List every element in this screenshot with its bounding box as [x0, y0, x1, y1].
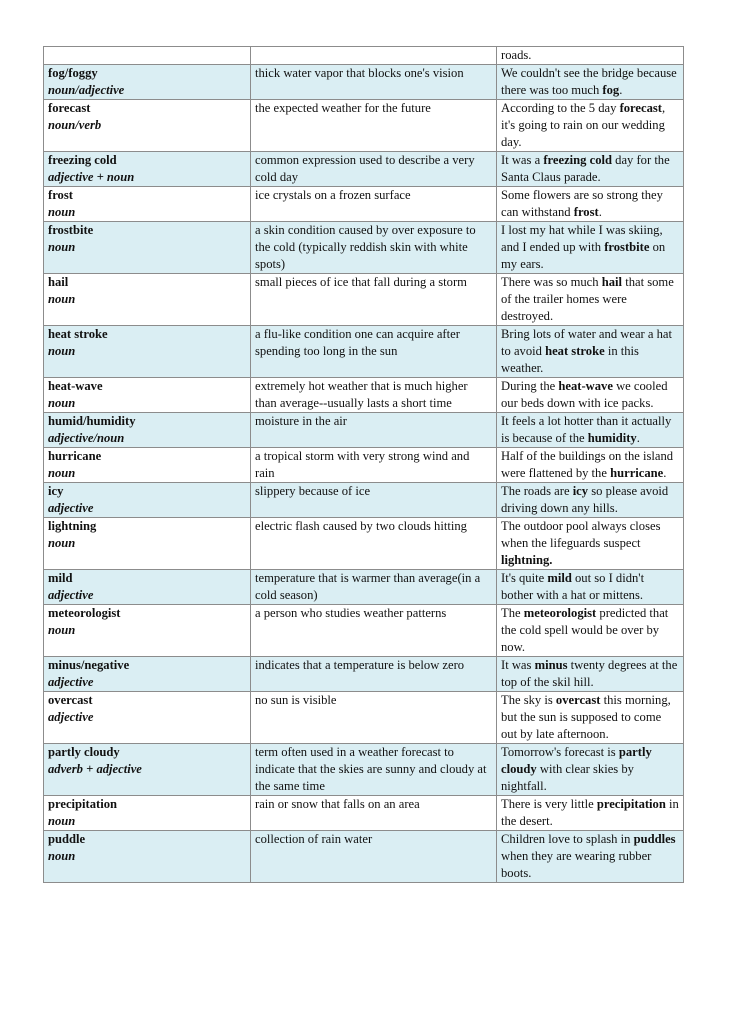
example-text: Children love to splash in	[501, 832, 634, 846]
example-keyword: heat stroke	[545, 344, 605, 358]
definition-cell: a skin condition caused by over exposure to the cold (typically reddish skin with white spots)	[251, 222, 497, 274]
term-text: partly cloudy	[48, 745, 120, 759]
example-text: .	[598, 205, 602, 219]
example-cell	[497, 378, 684, 413]
term-text: precipitation	[48, 797, 118, 811]
term-text: icy	[48, 484, 64, 498]
table-row	[44, 378, 684, 413]
term-text: heat stroke	[48, 327, 108, 341]
example-cell	[497, 483, 684, 518]
term-text: frost	[48, 188, 73, 202]
table-row	[44, 570, 684, 605]
definition-cell: a flu-like condition one can acquire after spending too long in the sun	[251, 326, 497, 378]
part-of-speech: adverb + adjective	[48, 762, 142, 776]
term-text: forecast	[48, 101, 91, 115]
example-text: we cooled our beds down with ice packs.	[501, 379, 668, 410]
example-cell	[497, 831, 684, 883]
example-keyword: lightning.	[501, 553, 553, 567]
part-of-speech: noun	[48, 849, 76, 863]
term-cell	[44, 47, 251, 65]
vocabulary-table-body	[44, 47, 684, 883]
table-row	[44, 831, 684, 883]
term-cell	[44, 483, 251, 518]
term-cell	[44, 65, 251, 100]
term-text: heat-wave	[48, 379, 103, 393]
example-text: on my ears.	[501, 240, 666, 271]
term-text: humid/humidity	[48, 414, 136, 428]
table-row	[44, 692, 684, 744]
part-of-speech: adjective	[48, 710, 94, 724]
term-cell	[44, 274, 251, 326]
example-cell	[497, 222, 684, 274]
example-text: when they are wearing rubber boots.	[501, 849, 652, 880]
term-text: hurricane	[48, 449, 102, 463]
example-keyword: heat-wave	[558, 379, 613, 393]
table-row	[44, 100, 684, 152]
example-keyword: partly cloudy	[501, 745, 652, 776]
table-row	[44, 274, 684, 326]
example-keyword: mild	[547, 571, 572, 585]
part-of-speech: noun	[48, 623, 76, 637]
example-cell	[497, 796, 684, 831]
term-cell	[44, 378, 251, 413]
example-keyword: hail	[601, 275, 623, 289]
example-text: Tomorrow's forecast is	[501, 745, 619, 759]
example-text: this morning, but the sun is supposed to come out by late afternoon.	[501, 693, 671, 741]
term-text: overcast	[48, 693, 93, 707]
example-text: It was a	[501, 153, 544, 167]
term-cell	[44, 152, 251, 187]
table-row	[44, 65, 684, 100]
table-row	[44, 657, 684, 692]
example-cell	[497, 657, 684, 692]
vocabulary-table	[43, 46, 684, 883]
term-text: fog/foggy	[48, 66, 98, 80]
table-row	[44, 796, 684, 831]
example-cell	[497, 152, 684, 187]
example-keyword: icy	[572, 484, 589, 498]
example-text: roads.	[501, 48, 532, 62]
term-cell	[44, 100, 251, 152]
example-text: in this weather.	[501, 344, 639, 375]
part-of-speech: noun/adjective	[48, 83, 125, 97]
example-text: with clear skies by nightfall.	[501, 762, 634, 793]
definition-cell: small pieces of ice that fall during a storm	[251, 274, 497, 326]
definition-cell: a tropical storm with very strong wind and rain	[251, 448, 497, 483]
part-of-speech: noun	[48, 466, 76, 480]
example-keyword: minus	[534, 658, 568, 672]
table-row	[44, 47, 684, 65]
term-cell	[44, 448, 251, 483]
example-text: day for the Santa Claus parade.	[501, 153, 670, 184]
example-text: It was	[501, 658, 535, 672]
definition-cell: no sun is visible	[251, 692, 497, 744]
example-text: .	[636, 431, 640, 445]
part-of-speech: adjective	[48, 675, 94, 689]
example-text: .	[663, 466, 667, 480]
example-text: During the	[501, 379, 559, 393]
example-cell	[497, 326, 684, 378]
example-keyword: meteorologist	[523, 606, 597, 620]
example-text: so please avoid driving down any hills.	[501, 484, 669, 515]
table-row	[44, 518, 684, 570]
example-text: The roads are	[501, 484, 573, 498]
definition-cell: rain or snow that falls on an area	[251, 796, 497, 831]
term-text: minus/negative	[48, 658, 130, 672]
part-of-speech: noun	[48, 292, 76, 306]
example-cell	[497, 100, 684, 152]
example-cell	[497, 274, 684, 326]
term-text: hail	[48, 275, 69, 289]
definition-cell: term often used in a weather forecast to indicate that the skies are sunny and cloudy at the same time	[251, 744, 497, 796]
example-cell	[497, 692, 684, 744]
definition-cell: collection of rain water	[251, 831, 497, 883]
example-cell	[497, 518, 684, 570]
example-keyword: hurricane	[610, 466, 664, 480]
example-keyword: forecast	[619, 101, 662, 115]
part-of-speech: noun	[48, 344, 76, 358]
term-text: puddle	[48, 832, 86, 846]
term-cell	[44, 326, 251, 378]
table-row	[44, 483, 684, 518]
term-text: meteorologist	[48, 606, 121, 620]
example-keyword: freezing cold	[543, 153, 612, 167]
definition-cell: ice crystals on a frozen surface	[251, 187, 497, 222]
definition-cell: thick water vapor that blocks one's vision	[251, 65, 497, 100]
example-text: .	[619, 83, 623, 97]
example-cell	[497, 744, 684, 796]
example-text: There is very little	[501, 797, 597, 811]
example-text: in the desert.	[501, 797, 679, 828]
term-cell	[44, 692, 251, 744]
term-text: freezing cold	[48, 153, 117, 167]
example-cell	[497, 413, 684, 448]
example-keyword: precipitation	[596, 797, 666, 811]
definition-cell: common expression used to describe a very cold day	[251, 152, 497, 187]
definition-cell: moisture in the air	[251, 413, 497, 448]
definition-cell: a person who studies weather patterns	[251, 605, 497, 657]
example-keyword: overcast	[555, 693, 601, 707]
definition-cell: extremely hot weather that is much higher than average--usually lasts a short time	[251, 378, 497, 413]
example-text: The sky is	[501, 693, 556, 707]
term-cell	[44, 187, 251, 222]
example-keyword: frost	[573, 205, 599, 219]
definition-cell: electric flash caused by two clouds hitting	[251, 518, 497, 570]
table-row	[44, 744, 684, 796]
example-text: Some flowers are so strong they can withstand	[501, 188, 663, 219]
part-of-speech: noun	[48, 814, 76, 828]
table-row	[44, 187, 684, 222]
part-of-speech: noun/verb	[48, 118, 102, 132]
example-text: Half of the buildings on the island were flattened by the	[501, 449, 674, 480]
table-row	[44, 605, 684, 657]
table-row	[44, 222, 684, 274]
example-cell	[497, 570, 684, 605]
example-text: Bring lots of water and wear a hat to avoid	[501, 327, 673, 358]
example-text: that some of the trailer homes were destroyed.	[501, 275, 674, 323]
term-cell	[44, 657, 251, 692]
definition-cell	[251, 47, 497, 65]
term-cell	[44, 222, 251, 274]
example-text: It feels a lot hotter than it actually is because of the	[501, 414, 672, 445]
term-text: lightning	[48, 519, 97, 533]
example-text: We couldn't see the bridge because there was too much	[501, 66, 677, 97]
example-keyword: puddles	[633, 832, 676, 846]
example-cell	[497, 65, 684, 100]
definition-cell: the expected weather for the future	[251, 100, 497, 152]
example-text: There was so much	[501, 275, 602, 289]
example-text: It's quite	[501, 571, 548, 585]
table-row	[44, 413, 684, 448]
example-text: predicted that the cold spell would be over by now.	[501, 606, 669, 654]
example-text: The	[501, 606, 524, 620]
definition-cell: indicates that a temperature is below zero	[251, 657, 497, 692]
term-cell	[44, 518, 251, 570]
definition-cell: slippery because of ice	[251, 483, 497, 518]
example-text: The outdoor pool always closes when the lifeguards suspect	[501, 519, 661, 550]
example-keyword: frostbite	[604, 240, 650, 254]
table-row	[44, 326, 684, 378]
example-cell	[497, 187, 684, 222]
term-cell	[44, 796, 251, 831]
example-text: , it's going to rain on our wedding day.	[501, 101, 666, 149]
term-cell	[44, 605, 251, 657]
part-of-speech: adjective	[48, 588, 94, 602]
part-of-speech: noun	[48, 396, 76, 410]
example-cell	[497, 448, 684, 483]
part-of-speech: noun	[48, 205, 76, 219]
term-cell	[44, 831, 251, 883]
part-of-speech: noun	[48, 240, 76, 254]
example-text: According to the 5 day	[501, 101, 620, 115]
example-cell	[497, 605, 684, 657]
example-keyword: fog	[602, 83, 620, 97]
term-cell	[44, 570, 251, 605]
part-of-speech: adjective/noun	[48, 431, 125, 445]
part-of-speech: noun	[48, 536, 76, 550]
term-text: frostbite	[48, 223, 94, 237]
term-cell	[44, 744, 251, 796]
part-of-speech: adjective + noun	[48, 170, 135, 184]
part-of-speech: adjective	[48, 501, 94, 515]
table-row	[44, 152, 684, 187]
example-text: twenty degrees at the top of the skil hill.	[501, 658, 678, 689]
term-cell	[44, 413, 251, 448]
term-text: mild	[48, 571, 73, 585]
table-row	[44, 448, 684, 483]
example-text: out so I didn't bother with a hat or mittens.	[501, 571, 645, 602]
example-keyword: humidity	[587, 431, 637, 445]
example-cell	[497, 47, 684, 65]
definition-cell: temperature that is warmer than average(in a cold season)	[251, 570, 497, 605]
example-text: I lost my hat while I was skiing, and I ended up with	[501, 223, 663, 254]
